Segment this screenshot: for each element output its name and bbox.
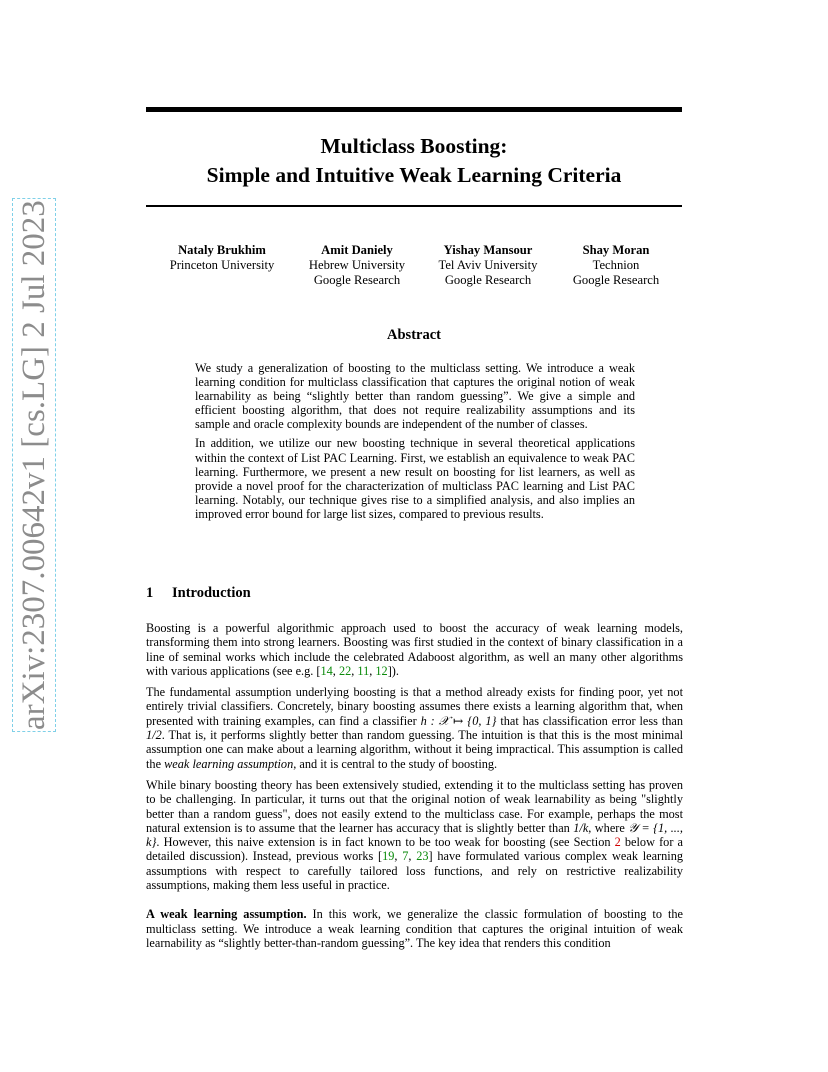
text-run: , and it is central to the study of boosting. xyxy=(293,756,498,771)
text-run: , where xyxy=(588,820,629,835)
arxiv-identifier: arXiv:2307.00642v1 [cs.LG] 2 Jul 2023 xyxy=(16,200,52,730)
author-affiliation: Technion xyxy=(592,258,640,272)
author-affiliation: Princeton University xyxy=(169,258,275,272)
text-run: ] have formulated various complex weak learning assumptions with respect to carefully tailored loss functions, and rely on restrictive realizability assumptions, making them less useful in practice. xyxy=(146,849,684,893)
author-block xyxy=(302,243,412,288)
body-paragraph: While binary boosting theory has been extensively studied, extending it to the multiclass setting has proven to be challenging. In particular, it turns out that the original notion of weak learnability as being "slightly better than a random guess", does not easily extend to the multiclass case. For example, perhaps the most natural extension is to assume that the learner has accuracy that is slightly better than 1/k, where 𝒴 = {1, ..., k}. However, this naive extension is in fact known to be too weak for boosting (see Section 2 below for a detailed discussion). Instead, previous works [19, 7, 23] have formulated various complex weak learning assumptions with respect to carefully tailored loss functions, and rely on restrictive realizability assumptions, making them less useful in practice. xyxy=(146,777,684,893)
paragraph-heading: A weak learning assumption. xyxy=(146,907,307,922)
abstract-paragraph: We study a generalization of boosting to the multiclass setting. We introduce a weak learning condition for multiclass classification that captures the original notion of weak learnability as being “slightly better than random guessing”. We give a simple and efficient boosting algorithm, that does not require realizability assumptions and its sample and oracle complexity bounds are independent of the number of classes. xyxy=(195,361,635,432)
author-affiliation: Hebrew University xyxy=(308,258,406,272)
text-run: The fundamental assumption underlying boosting is that a method already exists for finding poor, yet not entirely trivial classifiers. Concretely, binary boosting assumes there exists a learning algorithm that, when presented with training examples, can find a classifier xyxy=(146,685,683,728)
citation-link[interactable]: 7 xyxy=(402,849,409,864)
author-affiliation: Google Research xyxy=(444,273,532,287)
abstract-heading: Abstract xyxy=(387,327,441,343)
citation-link[interactable]: 23 xyxy=(416,849,429,864)
math-inline: 𝒴 = {1, ..., k} xyxy=(146,820,683,850)
citation-link[interactable]: 12 xyxy=(375,663,388,678)
author-name: Yishay Mansour xyxy=(443,243,533,257)
abstract-body xyxy=(195,361,635,526)
title-rule-top xyxy=(146,107,682,112)
author-block xyxy=(166,243,278,273)
title-rule-bottom xyxy=(146,205,682,207)
citation-link[interactable]: 19 xyxy=(382,849,395,864)
author-affiliation: Google Research xyxy=(572,273,660,287)
author-name: Nataly Brukhim xyxy=(178,243,266,257)
emphasis: weak learning assumption xyxy=(164,756,294,771)
math-inline: 1/2 xyxy=(146,728,162,743)
math-inline: 1/k xyxy=(573,820,589,835)
author-name: Shay Moran xyxy=(582,243,650,257)
author-block xyxy=(432,243,544,288)
title-line-2: Simple and Intuitive Weak Learning Criteria xyxy=(206,163,622,187)
citation-link[interactable]: 11 xyxy=(357,663,370,678)
text-run: While binary boosting theory has been extensively studied, extending it to the multiclass setting has proven to be challenging. In particular, it turns out that the original notion of weak learnability as being "slightly better than a random guess", does not easily extend to the multiclass case. For example, perhaps the most natural extension is to assume that the learner has accuracy that is slightly better than xyxy=(146,777,683,835)
text-run: . However, this naive extension is in fact known to be too weak for boosting (see Section xyxy=(156,835,615,850)
body-paragraph xyxy=(146,685,683,771)
author-name: Amit Daniely xyxy=(321,243,393,257)
abstract-paragraph: In addition, we utilize our new boosting technique in several theoretical applications within the context of List PAC Learning. First, we establish an equivalence to weak PAC learning. Furthermore, we present a new result on boosting for list learners, as well as provide a novel proof for the characterization of multiclass PAC learning and List PAC learning. Notably, our technique gives rise to a simplified analysis, and also implies an improved error bound for large list sizes, compared to previous results. xyxy=(195,436,635,521)
text-run: Boosting is a powerful algorithmic approach used to boost the accuracy of weak learning models, transforming them into strong learners. Boosting was first studied in the context of binary classification in a line of seminal works which include the celebrated Adaboost algorithm, as well an many other algorithms with various applications (see e.g. [ xyxy=(146,621,683,678)
title-line-1: Multiclass Boosting: xyxy=(320,134,508,158)
author-block xyxy=(564,243,668,288)
math-inline: h : 𝒳 ↦ {0, 1} xyxy=(420,713,497,728)
body-paragraph xyxy=(146,907,683,950)
section-number: 1 xyxy=(146,585,154,601)
section-link[interactable]: 2 xyxy=(614,835,621,850)
section-heading xyxy=(146,585,251,602)
paper-title xyxy=(146,132,682,190)
author-affiliation: Google Research xyxy=(313,273,401,287)
text-run: ]). xyxy=(387,663,399,678)
author-affiliation: Tel Aviv University xyxy=(438,258,538,272)
text-run: that has classification error less than xyxy=(496,713,684,728)
body-paragraph: Boosting is a powerful algorithmic approach used to boost the accuracy of weak learning models, transforming them into strong learners. Boosting was first studied in the context of binary classification in a line of seminal works which include the celebrated Adaboost algorithm, as well an many other algorithms with various applications (see e.g. [14, 22, 11, 12]). xyxy=(146,621,683,678)
text-run: . That is, it performs slightly better than random guessing. The intuition is that this is the most minimal assumption one can make about a learning algorithm, without it being impractical. This assumption is called the xyxy=(146,728,683,771)
introduction-body xyxy=(146,621,683,957)
citation-link[interactable]: 14 xyxy=(320,663,333,678)
text-run: In this work, we generalize the classic formulation of boosting to the multiclass setting. We introduce a weak learning condition that captures the original intuition of weak learnability as “slightly better-than-random guessing”. The key idea that renders this condition xyxy=(146,907,684,950)
citation-link[interactable]: 22 xyxy=(338,663,352,678)
text-run: below for a detailed discussion). Instead, previous works [ xyxy=(146,835,683,864)
author-list xyxy=(146,243,682,303)
section-title: Introduction xyxy=(172,585,251,601)
